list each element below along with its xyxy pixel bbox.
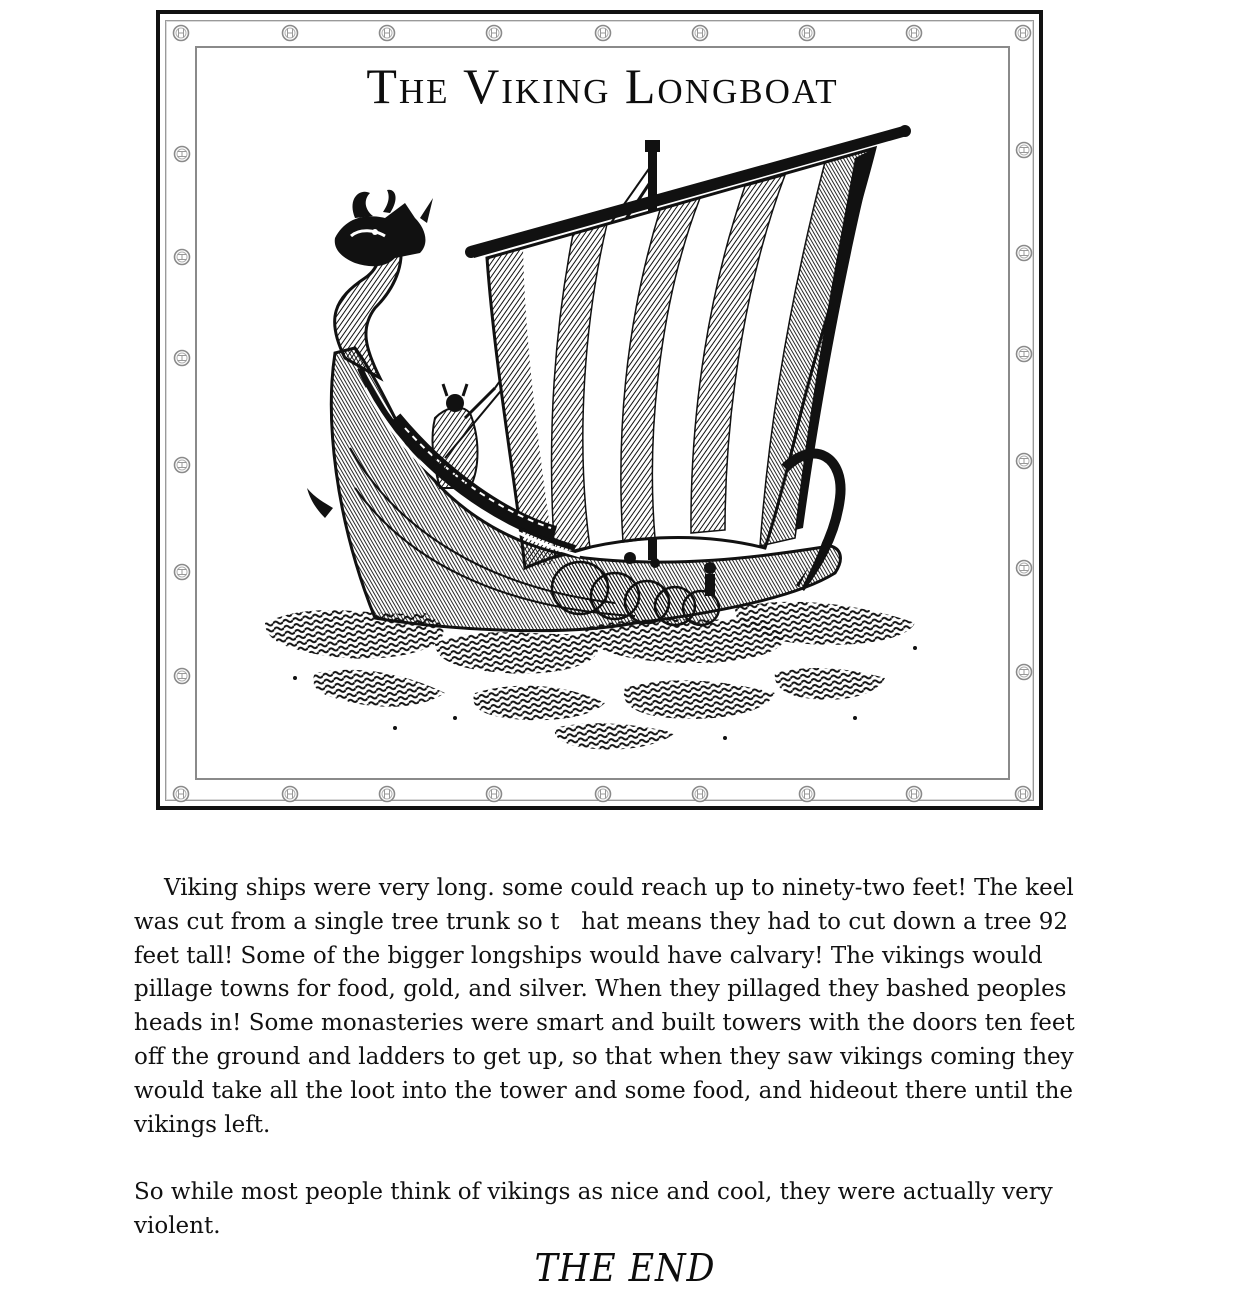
rivet-icon	[173, 145, 191, 163]
text-line: feet tall! Some of the bigger longships would have calvary! The vikings would	[134, 942, 1043, 969]
rivet-icon	[691, 24, 709, 42]
rivet-icon	[173, 349, 191, 367]
rivet-icon	[1015, 244, 1033, 262]
rivet-icon	[173, 456, 191, 474]
rivet-icon	[1014, 785, 1032, 803]
rivet-icon	[172, 24, 190, 42]
text-line: So while most people think of vikings as nice and cool, they were actually very	[134, 1179, 1053, 1206]
rivet-icon	[1015, 452, 1033, 470]
rivet-icon	[173, 667, 191, 685]
rivet-icon	[691, 785, 709, 803]
text-line: off the ground and ladders to get up, so that when they saw vikings coming they	[134, 1043, 1074, 1070]
paragraph-2	[134, 1176, 1114, 1244]
text-line: vikings left.	[134, 1111, 271, 1138]
rivet-icon	[594, 785, 612, 803]
text-line: heads in! Some monasteries were smart and built towers with the doors ten feet	[134, 1010, 1075, 1037]
viking-longship-illustration	[255, 118, 945, 768]
rivet-icon	[172, 785, 190, 803]
rivet-icon	[798, 24, 816, 42]
rivet-icon	[905, 785, 923, 803]
poster-title: The Viking Longboat	[366, 58, 839, 114]
rivet-icon	[378, 785, 396, 803]
text-line: violent.	[134, 1213, 221, 1240]
rivet-icon	[173, 563, 191, 581]
text-line: would take all the loot into the tower and some food, and hideout there until the	[134, 1077, 1074, 1104]
rivet-icon	[1015, 141, 1033, 159]
rivet-icon	[798, 785, 816, 803]
rivet-icon	[281, 785, 299, 803]
text-line: Viking ships were very long. some could reach up to ninety-two feet! The keel	[164, 875, 1074, 901]
text-line: pillage towns for food, gold, and silver. When they pillaged they bashed peoples	[134, 976, 1067, 1003]
paragraph-spacer	[134, 1142, 1114, 1176]
paragraph-1	[134, 872, 1114, 1142]
article-body	[134, 872, 1114, 1244]
rivet-icon	[485, 24, 503, 42]
rivet-icon	[1015, 345, 1033, 363]
rivet-icon	[594, 24, 612, 42]
rivet-icon	[485, 785, 503, 803]
rivet-icon	[905, 24, 923, 42]
rivet-icon	[1014, 24, 1032, 42]
rivet-icon	[1015, 559, 1033, 577]
rivet-icon	[281, 24, 299, 42]
rivet-icon	[378, 24, 396, 42]
rivet-icon	[1015, 663, 1033, 681]
text-line: was cut from a single tree trunk so t hat means they had to cut down a tree 92	[134, 908, 1069, 935]
rivet-icon	[173, 248, 191, 266]
closing-heading: THE END	[534, 1246, 716, 1290]
